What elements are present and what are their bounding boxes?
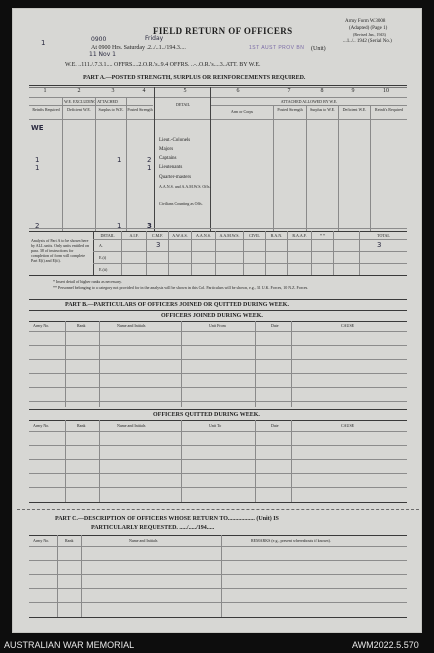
- head-posted-strength: Posted Strength: [127, 107, 153, 112]
- group-we-header: W.E. EXCLUDING ATTACHED: [64, 99, 118, 104]
- head-reinfts-required: Reinfts Required: [32, 107, 60, 112]
- partc-head-rank: Rank: [65, 538, 74, 543]
- rank-aans-aamws: A.A.N.S. and A.A.M.W.S. Offs.: [159, 184, 211, 189]
- total-col4: 3: [147, 222, 152, 230]
- hand-col4-lieutenants: 1: [147, 164, 152, 172]
- analysis-head-awas: A.W.A.S.: [172, 233, 188, 238]
- col-num-2: 2: [77, 88, 81, 94]
- part-a-title: PART A.—POSTED STRENGTH, SURPLUS OR REINFORCEMENTS REQUIRED.: [83, 75, 306, 81]
- joined-head-name: Name and Initials: [117, 323, 146, 328]
- hand-col1-lieutenants: 1: [35, 164, 40, 172]
- quitted-head-unit-to: Unit To: [209, 423, 222, 428]
- margin-mark: 1: [41, 39, 46, 47]
- time-handwritten: 0900: [91, 36, 107, 43]
- analysis-total-value: 3: [377, 241, 382, 249]
- rank-lieut-colonels: Lieut.-Colonels: [159, 138, 191, 143]
- col-num-5: 5: [183, 88, 187, 94]
- hand-col4-captains: 2: [147, 156, 152, 164]
- quitted-head-cause: CAUSE: [341, 423, 355, 428]
- total-col1: 2: [35, 222, 40, 230]
- col-num-6: 6: [236, 88, 240, 94]
- analysis-head-aif: A.I.F.: [129, 233, 139, 238]
- quitted-head-army-no: Army No.: [33, 423, 50, 428]
- head-att-deficient: Deficient W.E.: [342, 107, 367, 112]
- partc-head-army-no: Army No.: [33, 538, 50, 543]
- analysis-row-ei: E.(i): [99, 255, 107, 260]
- field-return-form: [12, 8, 422, 633]
- quitted-head-rank: Rank: [77, 423, 86, 428]
- analysis-head-ran: R.A.N.: [270, 233, 283, 238]
- joined-head-date: Date: [271, 323, 279, 328]
- analysis-head-cmf: C.M.F.: [151, 233, 164, 238]
- form-serial: ...1../.. 1942 (Serial No.): [343, 39, 392, 44]
- rank-majors: Majors: [159, 147, 174, 152]
- analysis-note: Analysis of Part A to be shown here by ALL units. Only units entitled on para. 38 of instructions for completion of form will complete Part E(i) and E(ii).: [31, 238, 89, 263]
- unit-stamp: 1ST AUST PROV BN: [249, 45, 305, 51]
- quitted-head-name: Name and Initials: [117, 423, 146, 428]
- col-num-4: 4: [142, 88, 146, 94]
- hand-col1-captains: 1: [35, 156, 40, 164]
- analysis-row-a: A.: [99, 243, 103, 248]
- quitted-title: OFFICERS QUITTED DURING WEEK.: [153, 412, 260, 418]
- form-ref-line3: (Revised Jan., 1943): [353, 32, 386, 37]
- joined-head-cause: CAUSE: [341, 323, 355, 328]
- col-num-8: 8: [320, 88, 324, 94]
- analysis-head-aans: A.A.N.S.: [196, 233, 211, 238]
- joined-title: OFFICERS JOINED DURING WEEK.: [161, 313, 263, 319]
- quitted-head-date: Date: [271, 423, 279, 428]
- day-handwritten: Friday: [145, 35, 164, 42]
- head-att-reinfts: Reinft's Required: [375, 107, 403, 112]
- col-num-7: 7: [287, 88, 291, 94]
- analysis-head-civil: CIVIL: [249, 233, 260, 238]
- rank-captains: Captains: [159, 156, 177, 161]
- analysis-head-aamws: A.A.M.W.S.: [219, 233, 240, 238]
- head-att-posted: Posted Strength: [277, 107, 303, 112]
- at-line: At 0900 Hrs. Saturday .2../..1../194.3....: [91, 45, 186, 51]
- joined-head-army-no: Army No.: [33, 323, 50, 328]
- total-col3: 1: [117, 222, 122, 230]
- joined-head-unit-from: Unit From: [209, 323, 226, 328]
- analysis-head-total: TOTAL: [377, 233, 390, 238]
- analysis-head-other: * *: [320, 233, 325, 238]
- footnote-1: * Insert detail of higher ranks as necessary.: [53, 279, 122, 284]
- partc-head-name: Name and Initials: [129, 538, 158, 543]
- head-att-surplus: Surplus to W.E.: [309, 107, 336, 112]
- we-line: W.E. ..111./.7.3.1.... OFFRS....2.O.R.'s..9.4 OFFRS. ..-..O.R.'s....3..ATT. BY W.E.: [65, 62, 261, 68]
- form-ref-line1: Army Form W.3008: [345, 19, 386, 24]
- rank-lieutenants: Lieutenants: [159, 165, 183, 170]
- analysis-aif-value: 3: [156, 241, 161, 249]
- part-c-title-2: PARTICULARLY REQUESTED. ...../...../194.....: [91, 525, 215, 531]
- rank-quartermasters: Quarter-masters: [159, 175, 192, 180]
- part-c-title-1: PART C.—DESCRIPTION OF OFFICERS WHOSE RETURN TO.................. (Unit) IS: [55, 516, 279, 522]
- form-ref-line2: (Adapted) (Page 1): [349, 26, 388, 31]
- analysis-row-eii: E.(ii): [99, 267, 108, 272]
- part-b-title: PART B.—PARTICULARS OF OFFICERS JOINED OR QUITTED DURING WEEK.: [65, 302, 289, 308]
- footnote-2: ** Personnel belonging to a category not provided for in the analysis will be shown in this Col. Particulars will be shown, e.g., 31 U.K. Forces, 10 N.Z. Forces.: [53, 285, 309, 290]
- head-detail: DETAIL: [175, 102, 191, 107]
- head-deficient: Deficient W.E.: [67, 107, 91, 112]
- col-num-10: 10: [383, 88, 389, 94]
- head-arm-or-corps: Arm or Corps: [230, 109, 254, 114]
- head-surplus: Surplus to W.E.: [98, 107, 124, 112]
- footer-left: AUSTRALIAN WAR MEMORIAL: [4, 640, 135, 650]
- col-num-3: 3: [111, 88, 115, 94]
- partc-head-remarks: REMARKS (e.g., present whereabouts if known).: [251, 538, 331, 543]
- hand-col3-captains: 1: [117, 156, 122, 164]
- footer-right: AWM2022.5.570: [352, 640, 419, 650]
- form-title: FIELD RETURN OF OFFICERS: [153, 26, 293, 36]
- rank-civilians: Civilians Counting as Offs.: [159, 201, 203, 206]
- group-attached-header: ATTACHED ALLOWED BY W.E.: [280, 99, 338, 104]
- handwritten-sub: 11 Nov 1: [89, 51, 116, 58]
- col-num-1: 1: [43, 88, 47, 94]
- hand-we: WE: [31, 124, 44, 132]
- analysis-head-detail: DETAIL: [100, 233, 115, 238]
- joined-head-rank: Rank: [77, 323, 86, 328]
- unit-label: (Unit): [311, 46, 326, 52]
- col-num-9: 9: [351, 88, 355, 94]
- analysis-head-raaf: R.A.A.F.: [292, 233, 307, 238]
